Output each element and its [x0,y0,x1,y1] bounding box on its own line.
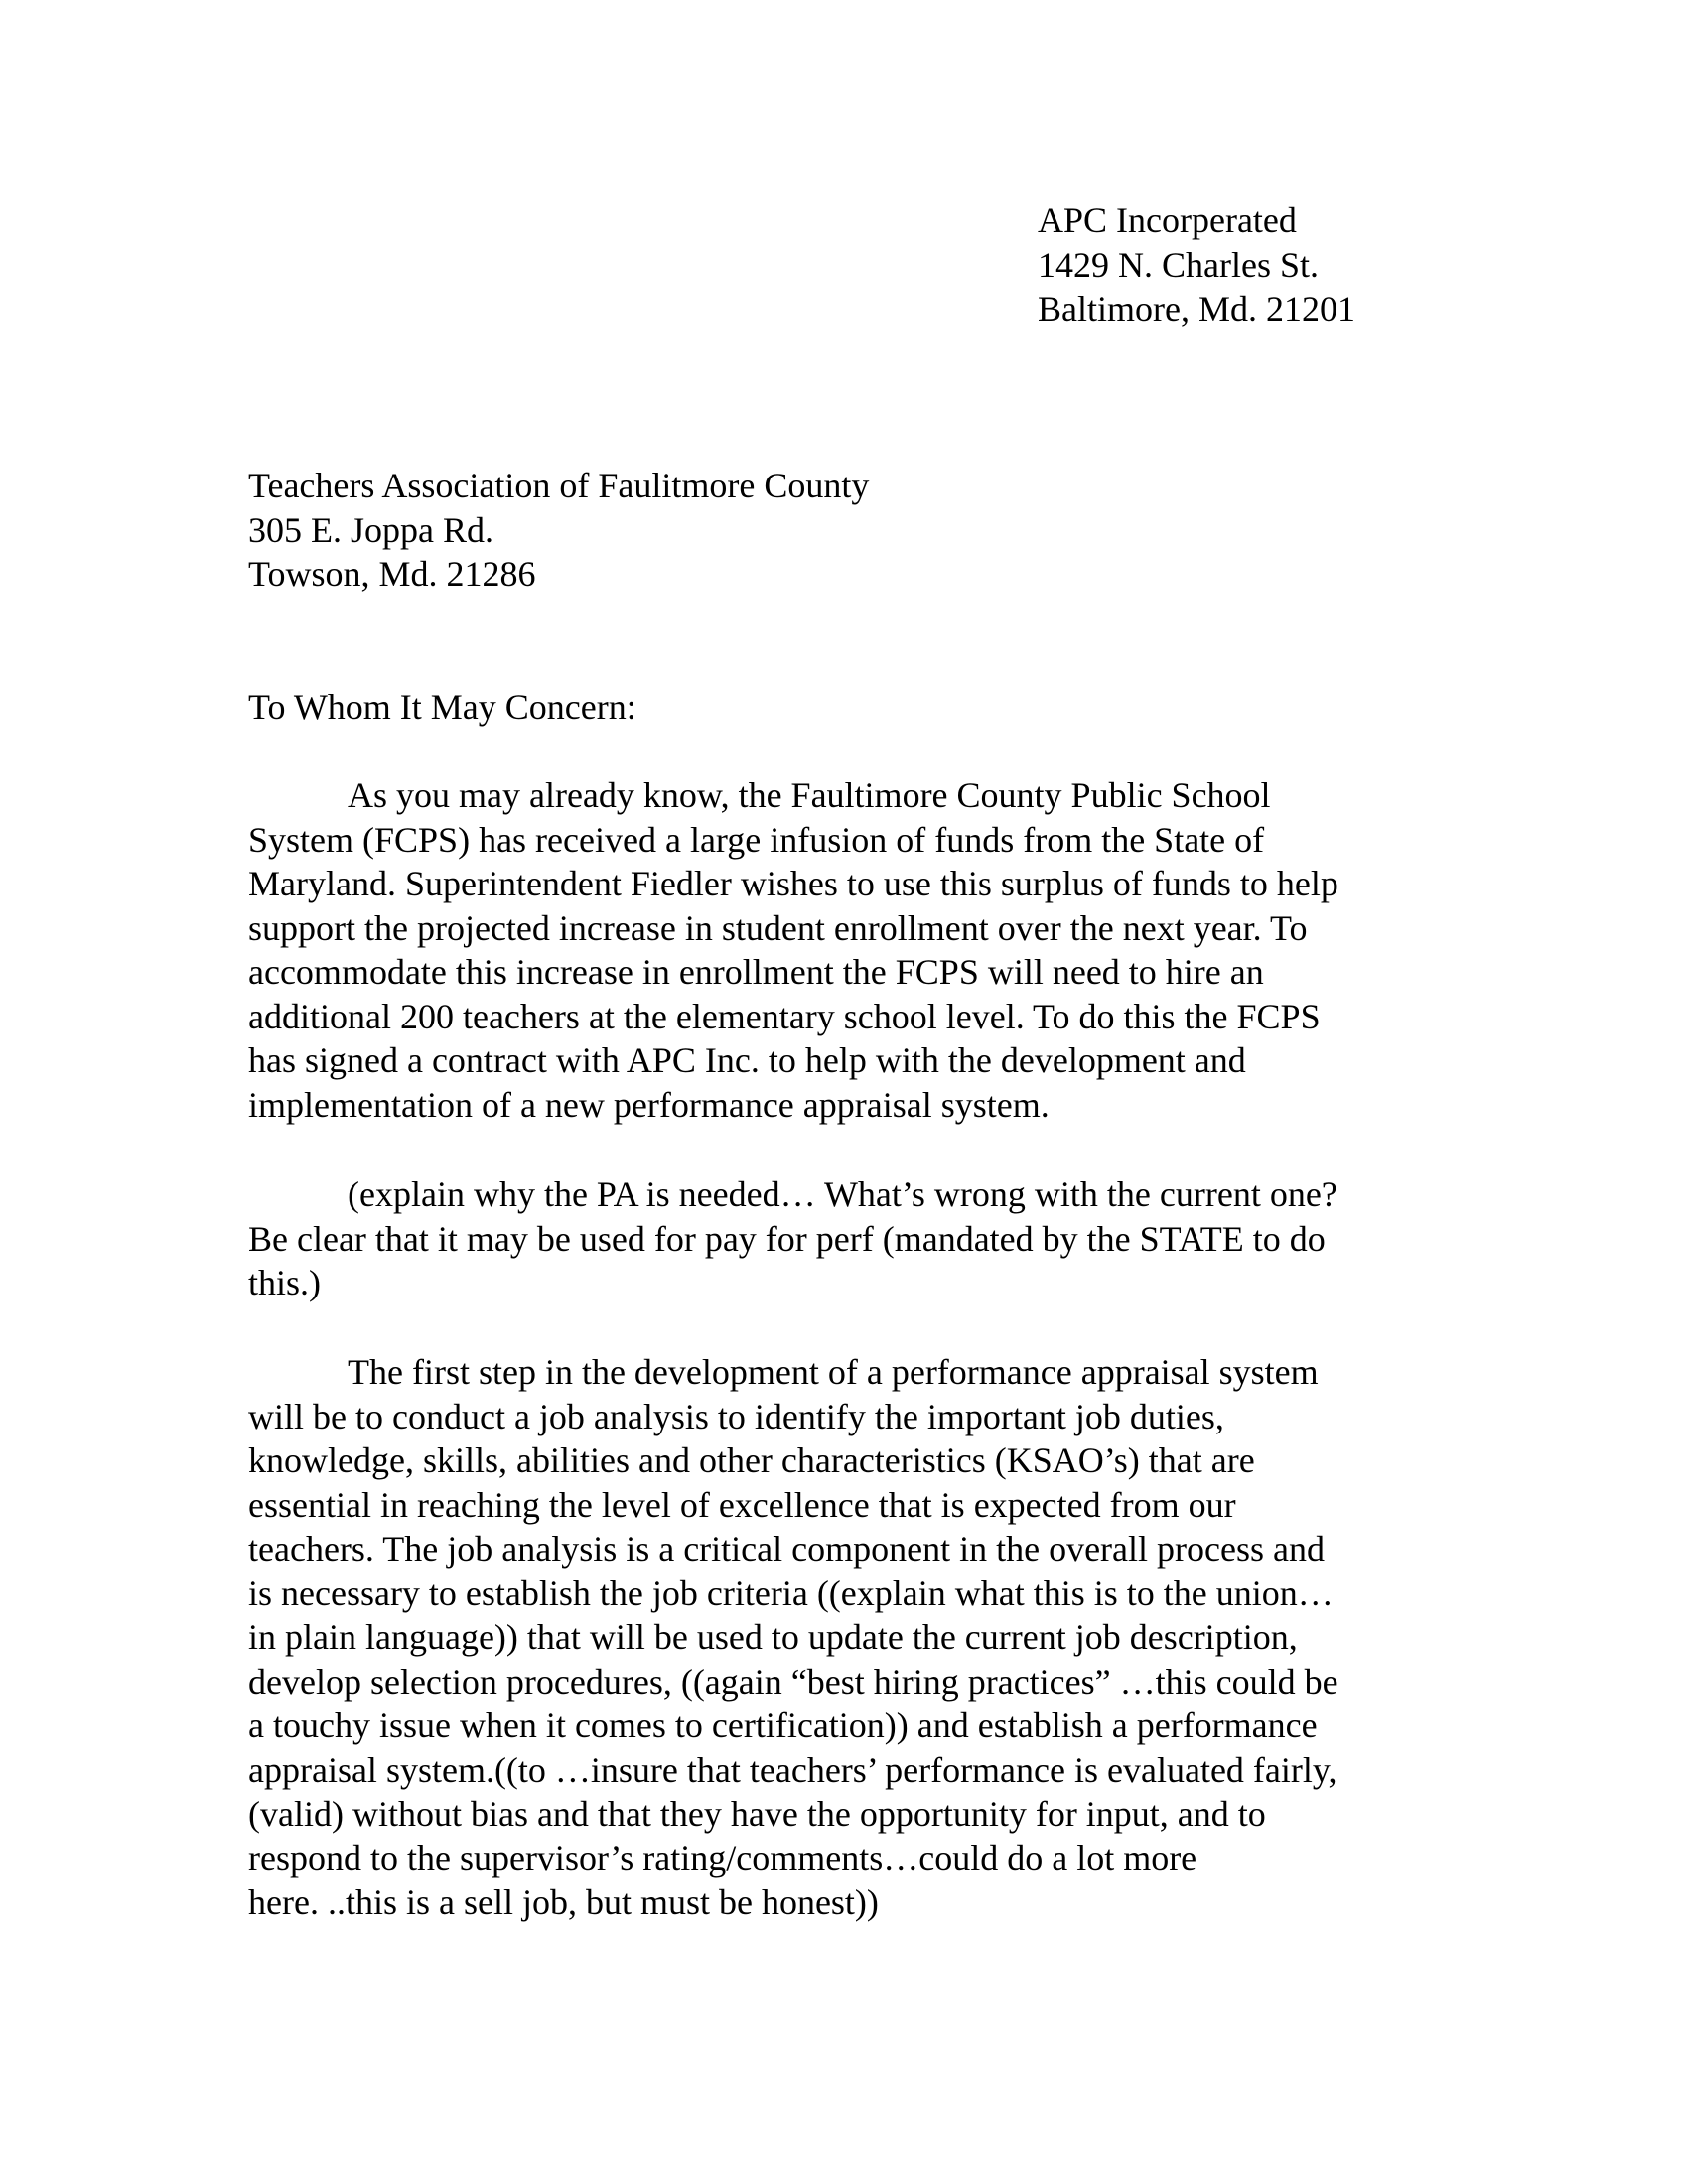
recipient-address [248,464,869,597]
paragraph-line: (valid) without bias and that they have the opportunity for input, and to [248,1794,1266,1834]
paragraph-line: Be clear that it may be used for pay for perf (mandated by the STATE to do [248,1218,1326,1259]
paragraph-line: appraisal system.((to …insure that teachers’ performance is evaluated fairly, [248,1749,1337,1790]
sender-line: APC Incorperated [1038,201,1297,240]
paragraph-line: this.) [248,1263,322,1302]
paragraph-line: implementation of a new performance appraisal system. [248,1084,1050,1125]
paragraph-line: in plain language)) that will be used to update the current job description, [248,1617,1298,1657]
sender-line: 1429 N. Charles St. [1038,244,1319,285]
paragraph-line: essential in reaching the level of excellence that is expected from our [248,1484,1236,1525]
paragraph-line: support the projected increase in student enrollment over the next year. To [248,907,1308,948]
paragraph-line: As you may already know, the Faultimore County Public School [348,775,1271,815]
body-paragraph-2 [248,1172,1337,1305]
paragraph-line: a touchy issue when it comes to certification)) and establish a performance [248,1706,1318,1745]
paragraph-line: teachers. The job analysis is a critical component in the overall process and [248,1529,1325,1569]
body-paragraph-1 [248,773,1338,1127]
recipient-line: Towson, Md. 21286 [248,554,536,594]
paragraph-line: develop selection procedures, ((again “best hiring practices” …this could be [248,1661,1338,1702]
paragraph-line: knowledge, skills, abilities and other characteristics (KSAO’s) that are [248,1440,1255,1480]
salutation [248,685,636,730]
paragraph-line: respond to the supervisor’s rating/comments…could do a lot more [248,1838,1197,1878]
sender-line: Baltimore, Md. 21201 [1038,289,1355,329]
recipient-line: Teachers Association of Faulitmore County [248,466,870,505]
paragraph-line: accommodate this increase in enrollment the FCPS will need to hire an [248,952,1264,992]
paragraph-line: has signed a contract with APC Inc. to help with the development and [248,1040,1246,1080]
paragraph-line: (explain why the PA is needed… What’s wrong with the current one? [348,1174,1337,1214]
paragraph-line: is necessary to establish the job criteria ((explain what this is to the union… [248,1572,1334,1613]
recipient-line: 305 E. Joppa Rd. [248,509,493,550]
salutation-text: To Whom It May Concern: [248,687,636,727]
paragraph-line: Maryland. Superintendent Fiedler wishes to use this surplus of funds to help [248,864,1338,903]
paragraph-line: will be to conduct a job analysis to identify the important job duties, [248,1396,1224,1436]
paragraph-line: System (FCPS) has received a large infusion of funds from the State of [248,819,1265,860]
body-paragraph-3 [248,1350,1338,1925]
paragraph-line: The first step in the development of a performance appraisal system [348,1352,1319,1392]
paragraph-line: here. ..this is a sell job, but must be honest)) [248,1882,879,1922]
sender-address [1038,199,1355,332]
paragraph-line: additional 200 teachers at the elementary school level. To do this the FCPS [248,996,1321,1036]
